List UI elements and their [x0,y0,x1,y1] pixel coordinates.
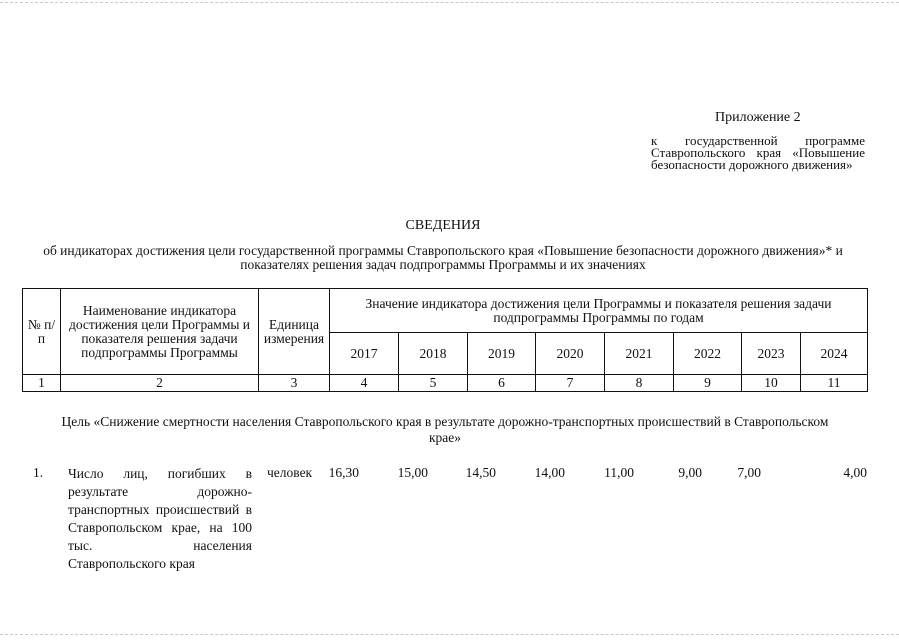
column-number: 7 [536,375,605,392]
column-number: 8 [605,375,674,392]
year-header: 2021 [605,333,674,375]
year-header: 2019 [468,333,536,375]
year-header: 2020 [536,333,605,375]
column-number: 2 [61,375,259,392]
year-header: 2024 [801,333,868,375]
document-subtitle: об индикаторах достижения цели государственной программы Ставропольского края «Повышение безопасности дорожного движения»* и показателях решения задач подпрограммы Программы и их значениях [43,243,843,272]
annex-title: Приложение 2 [715,110,801,125]
goal-heading: Цель «Снижение смертности населения Ставропольского края в результате дорожно-транспортных происшествий в Ставропольском крае» [61,414,829,445]
column-number: 9 [674,375,742,392]
year-header: 2022 [674,333,742,375]
value-2019: 14,50 [465,465,496,480]
header-num: № п/п [23,289,61,375]
column-number: 5 [399,375,468,392]
column-number: 4 [330,375,399,392]
scan-top-edge [0,2,899,3]
value-2024: 4,00 [843,465,867,480]
value-2018: 15,00 [397,465,428,480]
document-title: СВЕДЕНИЯ [405,218,481,233]
value-2023: 7,00 [737,465,761,480]
indicator-unit: человек [267,465,313,480]
value-2020: 14,00 [534,465,565,480]
header-unit: Единица измерения [259,289,330,375]
indicator-name: Число лиц, погибших в результате дорожно-транспортных происшествий в Ставропольском крае, на 100 тыс. населения Ставропольского края [68,466,252,571]
year-header: 2018 [399,333,468,375]
row-number: 1. [33,465,44,480]
column-number: 10 [742,375,801,392]
column-number: 1 [23,375,61,392]
value-2022: 9,00 [678,465,702,480]
header-name: Наименование индикатора достижения цели Программы и показателя решения задачи подпрограммы Программы [61,289,259,375]
scan-bottom-edge [0,634,899,635]
column-number: 6 [468,375,536,392]
column-number: 3 [259,375,330,392]
year-header: 2017 [330,333,399,375]
value-2017: 16,30 [328,465,359,480]
value-2021: 11,00 [604,465,634,480]
header-values-group: Значение индикатора достижения цели Программы и показателя решения задачи подпрограммы Программы по годам [330,289,868,333]
column-number: 11 [801,375,868,392]
indicators-table [22,288,868,392]
annex-reference: к государственной программе Ставропольского края «Повышение безопасности дорожного движения» [651,133,865,172]
year-header: 2023 [742,333,801,375]
